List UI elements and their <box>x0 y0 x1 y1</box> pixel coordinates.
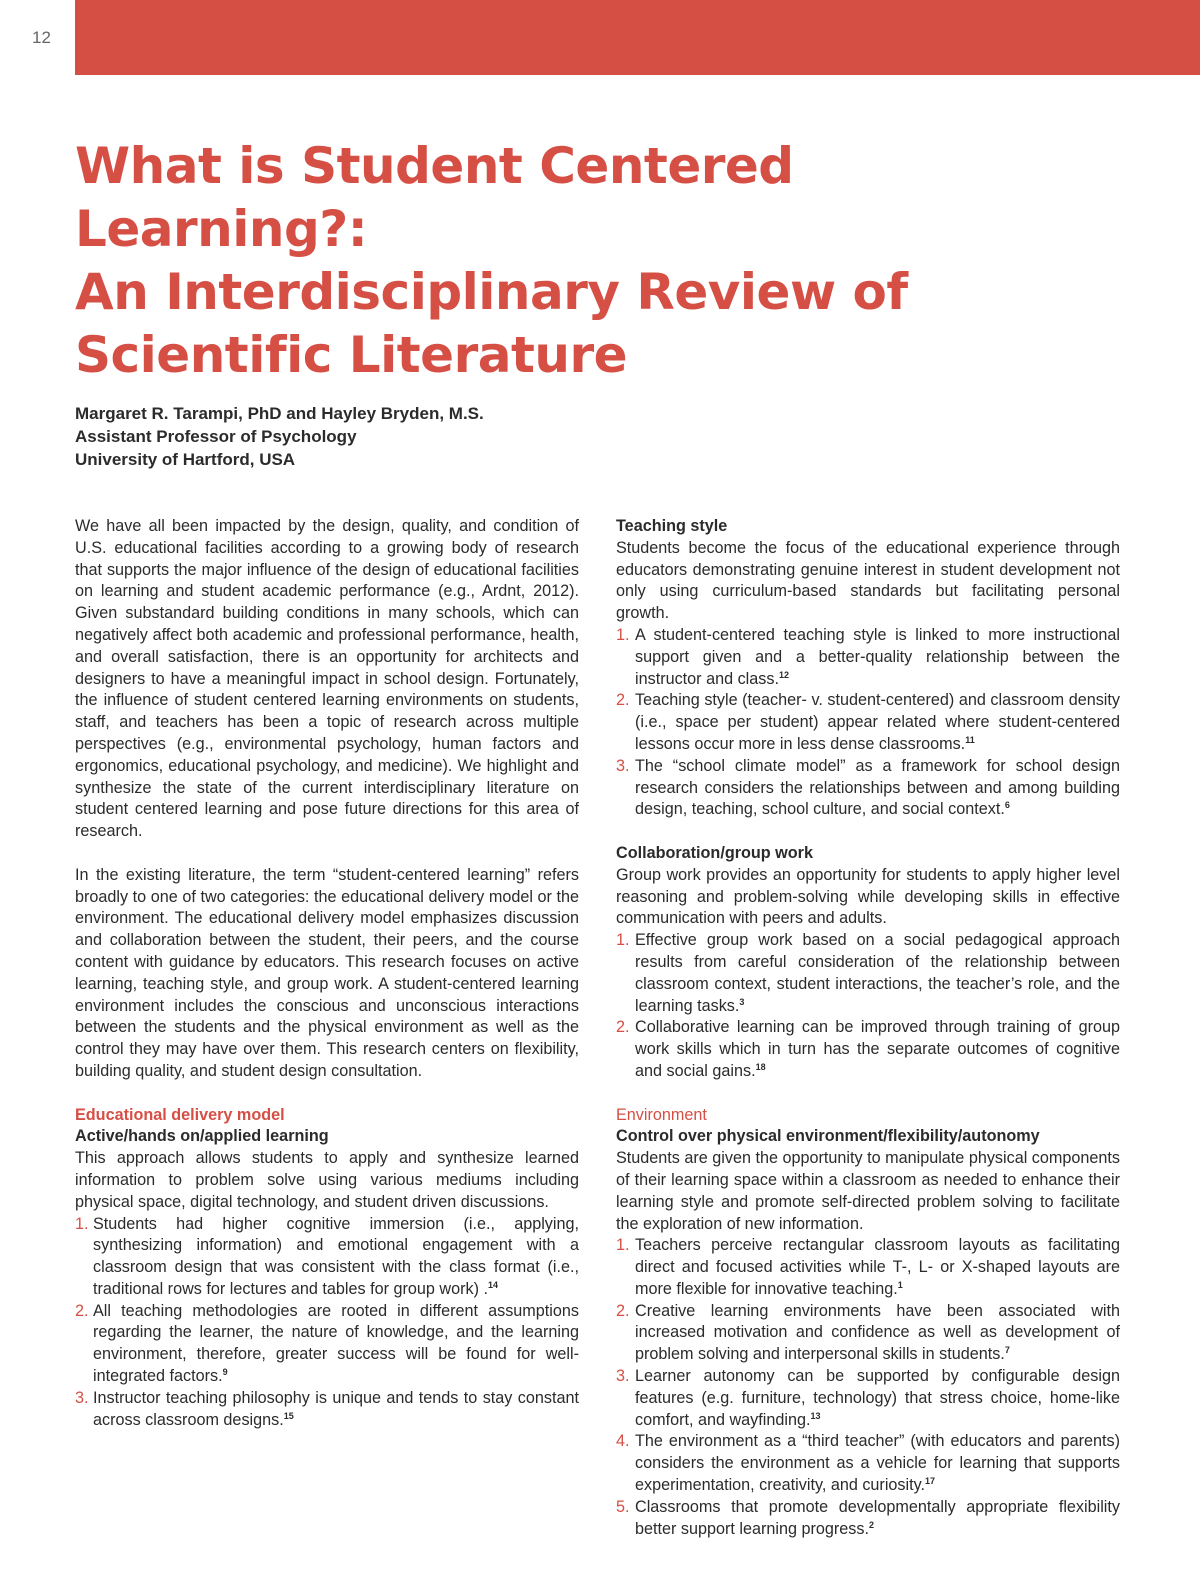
teaching-style-list <box>616 625 1120 821</box>
list-item-text: The environment as a “third teacher” (with educators and parents) considers the environment as a vehicle for learning that supports experimentation, creativity, and curiosity. <box>635 1432 1120 1495</box>
list-item <box>616 690 1120 755</box>
list-item-text: Teaching style (teacher- v. student-centered) and classroom density (i.e., space per student) appear related where student-centered lessons occur more in less dense classrooms. <box>635 691 1120 753</box>
list-number: 5. <box>616 1497 630 1516</box>
list-number: 2. <box>75 1301 89 1320</box>
citation-ref: 14 <box>487 1279 498 1290</box>
title-line-1: What is Student Centered Learning?: <box>75 137 794 258</box>
list-item <box>616 756 1120 821</box>
list-item-text: Classrooms that promote developmentally appropriate flexibility better support learning progress. <box>635 1497 1120 1538</box>
list-item-text: Students had higher cognitive immersion (i.e., applying, synthesizing information) and emotional engagement with a classroom design that was consistent with the class format (i.e., traditional rows for lectures and tables for group work) . <box>93 1214 579 1298</box>
subheading-teaching-style: Teaching style <box>616 517 728 535</box>
collaboration-list <box>616 930 1120 1083</box>
title-line-2: An Interdisciplinary Review of <box>75 263 908 321</box>
list-number: 2. <box>616 1301 630 1320</box>
author-names: Margaret R. Tarampi, PhD and Hayley Bryden, M.S. <box>75 404 484 423</box>
list-item <box>616 930 1120 1017</box>
list-item-text: Instructor teaching philosophy is unique and tends to stay constant across classroom designs. <box>93 1388 579 1429</box>
article-title <box>75 135 1075 387</box>
section-heading-environment: Environment <box>616 1105 707 1124</box>
header-color-bar <box>75 0 1200 75</box>
list-item <box>616 1301 1120 1366</box>
list-item-text: Effective group work based on a social pedagogical approach results from careful consideration of the relationship between classroom context, student interactions, the teacher’s role, and the learning tasks. <box>635 931 1120 1015</box>
list-item <box>616 1497 1120 1541</box>
list-item-text: Teachers perceive rectangular classroom layouts as facilitating direct and focused activities while T-, L- or X-shaped layouts are more flexible for innovative teaching. <box>635 1236 1120 1298</box>
active-learning-list <box>75 1214 579 1432</box>
citation-ref: 15 <box>283 1410 294 1421</box>
list-item-text: Creative learning environments have been associated with increased motivation and confidence as well as development of problem solving and interpersonal skills in students. <box>635 1301 1120 1364</box>
citation-ref: 1 <box>897 1279 903 1290</box>
list-item-text: All teaching methodologies are rooted in different assumptions regarding the learner, the nature of knowledge, and the learning environment, therefore, greater success will be found for well-integrated factors. <box>93 1301 579 1386</box>
list-number: 4. <box>616 1432 630 1451</box>
list-number: 1. <box>616 1236 630 1255</box>
subheading-collaboration: Collaboration/group work <box>616 843 813 862</box>
list-item-text: The “school climate model” as a framework for school design research considers the relationships between and among building design, teaching, school culture, and social context. <box>635 756 1120 819</box>
title-line-3: Scientific Literature <box>75 326 628 384</box>
teaching-style-intro: Students become the focus of the educational experience through educators demonstrating genuine interest in student development not only using curriculum-based standards but facilitating personal growth. <box>616 538 1120 623</box>
active-learning-intro: This approach allows students to apply and synthesize learned information to problem solve using various mediums including physical space, digital technology, and student driven discussions. <box>75 1149 579 1211</box>
section-heading-educational-delivery: Educational delivery model <box>75 1105 285 1124</box>
left-column <box>75 516 579 1431</box>
citation-ref: 2 <box>868 1519 874 1530</box>
subheading-active-learning: Active/hands on/applied learning <box>75 1127 329 1146</box>
citation-ref: 12 <box>778 669 789 680</box>
list-number: 1. <box>75 1214 89 1233</box>
right-column <box>616 516 1120 1540</box>
author-position: Assistant Professor of Psychology <box>75 427 357 446</box>
list-item <box>75 1214 579 1301</box>
citation-ref: 7 <box>1004 1345 1010 1356</box>
list-item-text: Collaborative learning can be improved through training of group work skills which in turn has the separate outcomes of cognitive and social gains. <box>635 1018 1120 1080</box>
list-number: 3. <box>616 1367 630 1386</box>
author-affiliation: University of Hartford, USA <box>75 450 296 469</box>
list-item <box>75 1388 579 1432</box>
list-number: 3. <box>616 756 630 775</box>
list-number: 2. <box>616 691 630 710</box>
citation-ref: 17 <box>925 1476 936 1487</box>
list-item <box>616 1235 1120 1300</box>
author-block <box>75 402 484 471</box>
page-number: 12 <box>32 28 51 47</box>
citation-ref: 3 <box>739 996 745 1007</box>
list-item <box>616 1366 1120 1431</box>
list-item <box>75 1301 579 1388</box>
citation-ref: 9 <box>222 1367 228 1378</box>
control-environment-intro: Students are given the opportunity to manipulate physical components of their learning space within a classroom as needed to enhance their learning style and promote self-directed problem solving to facilitate the exploration of new information. <box>616 1149 1120 1233</box>
list-number: 1. <box>616 625 630 644</box>
citation-ref: 18 <box>755 1061 766 1072</box>
list-item <box>616 1017 1120 1082</box>
citation-ref: 13 <box>810 1410 821 1421</box>
list-item <box>616 625 1120 690</box>
list-item-text: Learner autonomy can be supported by configurable design features (e.g. furniture, technology) that stress choice, home-like comfort, and wayfinding. <box>635 1367 1120 1429</box>
collaboration-intro: Group work provides an opportunity for students to apply higher level reasoning and problem-solving while developing skills in effective communication with peers and adults. <box>616 865 1120 928</box>
list-number: 3. <box>75 1388 89 1407</box>
intro-paragraph-2: In the existing literature, the term “student-centered learning” refers broadly to one of two categories: the educational delivery model or the environment. The educational delivery model emphasizes discussion and collaboration between the student, their peers, and the course content with guidance by educators. This research focuses on active learning, teaching style, and group work. A student-centered learning environment includes the conscious and unconscious interactions between the students and the physical environment as well as the control they may have over them. This research centers on flexibility, building quality, and student design consultation. <box>75 865 579 1080</box>
subheading-control-environment: Control over physical environment/flexibility/autonomy <box>616 1127 1040 1146</box>
citation-ref: 11 <box>965 734 975 745</box>
citation-ref: 6 <box>1004 800 1010 811</box>
list-item <box>616 1431 1120 1496</box>
list-item-text: A student-centered teaching style is linked to more instructional support given and a better-quality relationship between the instructor and class. <box>635 625 1120 688</box>
list-number: 1. <box>616 931 630 950</box>
control-environment-list <box>616 1235 1120 1540</box>
list-number: 2. <box>616 1018 630 1037</box>
intro-paragraph-1: We have all been impacted by the design, quality, and condition of U.S. educational facilities according to a growing body of research that supports the major influence of the design of educational facilities on learning and student academic performance (e.g., Ardnt, 2012). Given substandard building conditions in many schools, which can negatively affect both academic and professional performance, health, and overall satisfaction, there is an opportunity for architects and designers to have a meaningful impact in school design. Fortunately, the influence of student centered learning environments on students, staff, and teachers has been a topic of research across multiple perspectives (e.g., environmental psychology, human factors and ergonomics, educational psychology, and medicine). We highlight and synthesize the state of the current interdisciplinary literature on student centered learning and pose future directions for this area of research. <box>75 517 579 841</box>
